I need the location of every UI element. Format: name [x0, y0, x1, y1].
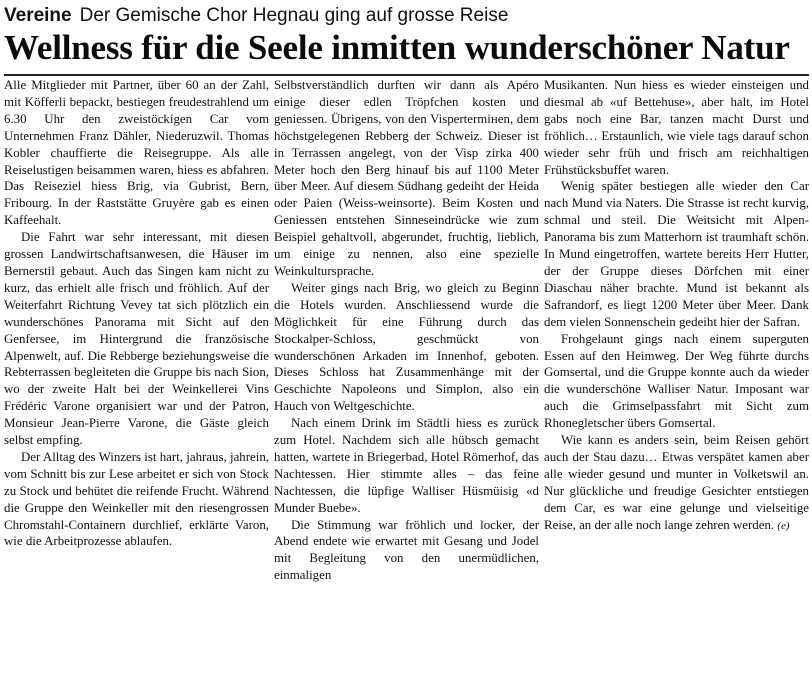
- kicker-line: [4, 4, 809, 28]
- paragraph: Weiter gings nach Brig, wo gleich zu Beginn die Hotels wurden. Anschliessend wurde die Möglichkeit für eine Führung durch das Stockalper-Schloss, geschmückt von wunderschönen Arkaden im Innenhof, geboten. Dieses Schloss hat Zusammenhänge mit der Geschichte Napoleons und Simplon, also ein Hauch von Weltgeschichte.: [274, 280, 539, 414]
- author-signature: (e): [777, 519, 790, 532]
- headline: Wellness für die Seele inmitten wunderschöner Natur: [4, 28, 790, 67]
- paragraph-last: [544, 432, 809, 534]
- article-body: [4, 77, 809, 584]
- kicker-text: Der Gemische Chor Hegnau ging auf grosse Reise: [79, 5, 509, 26]
- paragraph: Frohgelaunt gings nach einem superguten Essen auf den Heimweg. Der Weg führte durchs Gomsertal, und die Gruppe konnte auch da wieder die wunderschöne Walliser Natur. Imposant war auch die Grimselpassfahrt mit Sicht zum Rhonegletscher übers Gomsertal.: [544, 331, 809, 431]
- column-3: [544, 77, 809, 584]
- paragraph: Wenig später bestiegen alle wieder den Car nach Mund via Naters. Die Strasse ist recht kurvig, schmal und steil. Die Weitsicht mit Alpen-Panorama bis zum Matterhorn ist traumhaft schön. In Mund eingetroffen, wartete bereits Herr Hutter, der der Gruppe dieses Dörfchen mit einer Diaschau näher brachte. Mund ist bekannt als Safrandorf, es liegt 1200 Meter über Meer. Dank dem vielen Sonnenschein gedeiht hier der Safran.: [544, 179, 809, 329]
- paragraph: Die Fahrt war sehr interessant, mit diesen grossen Landwirtschaftsanwesen, die Häuser im Bernerstil gebaut. Auch das Singen kam nicht zu kurz, das erhielt alle frisch und fröhlich. Auf der Weiterfahrt Richtung Vevey tat sich plötzlich ein wunderschönes Panorama mit Sicht auf den Genfersee, im Hintergrund die französische Alpenwelt, auf. Die Rebberge beziehungsweise die Rebterrassen begleiteten die Gruppe bis nach Sion, wo der zweite Halt bei der Weinkellerei Vins Frédéric Varone organisiert war und der Patron, Monsieur Jean-Pierre Varone, die Gäste gleich selbst empfing.: [4, 230, 269, 448]
- paragraph: Musikanten. Nun hiess es wieder einsteigen und diesmal ab «uf Bettehuse», aber halt, im Hotel gabs noch eine Bar, tanzen macht Durst und fröhlich… Erstaunlich, wie viele tags darauf schon wieder sehr früh und frisch am reichhaltigen Frühstücksbuffet waren.: [544, 78, 809, 177]
- paragraph: Nach einem Drink im Städtli hiess es zurück zum Hotel. Nachdem sich alle hübsch gemacht hatten, wartete in Briegerbad, Hotel Römerhof, das Nachtessen. Hier stimmte alles – das feine Nachtessen, die lüpfige Walliser Hüsmüisig «d Munder Buebe».: [274, 416, 539, 515]
- paragraph-text: Wie kann es anders sein, beim Reisen gehört auch der Stau dazu… Etwas verspätet kamen aber alle wieder gesund und munter in Volketswil an. Nur glückliche und freudige Gesichter entstiegen dem Car, es war eine gelunge und vielseitige Reise, an der alle noch lange zehren werden.: [544, 433, 809, 532]
- paragraph: Die Stimmung war fröhlich und locker, der Abend endete wie erwartet mit Gesang und Jodel mit Begleitung von den unermüdlichen, einmaligen: [274, 517, 539, 583]
- section-label: Vereine: [4, 5, 72, 26]
- column-2: [274, 77, 539, 584]
- paragraph: Selbstverständlich durften wir dann als Apéro einige dieser edlen Tröpfchen kosten und geniessen. Übrigens, von den Vispertermінen, dem höchstgelegenen Rebberg der Schweiz. Dieser ist in Terrassen angelegt, von der Visp zirka 400 Meter hoch den Berg hinauf bis auf 1100 Meter über Meer. Auf diesem Südhang gedeiht der Heida oder Paien (Weiss-weinsorte). Beim Kosten und Geniessen entstehen Sinneseindrücke wie zum Beispiel gehaltvoll, abgerundet, fruchtig, lieblich, um einige zu nennen, also eine spezielle Weinkultursprache.: [274, 78, 539, 278]
- column-1: [4, 77, 269, 584]
- paragraph: Alle Mitglieder mit Partner, über 60 an der Zahl, mit Köfferli bepackt, bestiegen freudestrahlend um 6.30 Uhr den zweistöckigen Car vom Unternehmen Franz Dähler, Niederuzwil. Thomas Kobler chauffierte die Reisegruppe. Als alle Reiselustigen beisammen waren, hiess es abfahren. Das Reiseziel hiess Brig, via Gubrist, Bern, Fribourg. In der Raststätte Gruyère gab es einen Kaffeehalt.: [4, 78, 269, 228]
- paragraph: Der Alltag des Winzers ist hart, jahraus, jahrein, vom Schnitt bis zur Lese arbeitet er sich von Stock zu Stock und behütet die reifende Frucht. Während die Gruppe den Weinkeller mit den riesengrossen Chromstahl-Containern durchlief, erklärte Varon, wie die Arbeitprozesse ablaufen.: [4, 449, 269, 549]
- headline-rule: [4, 74, 809, 76]
